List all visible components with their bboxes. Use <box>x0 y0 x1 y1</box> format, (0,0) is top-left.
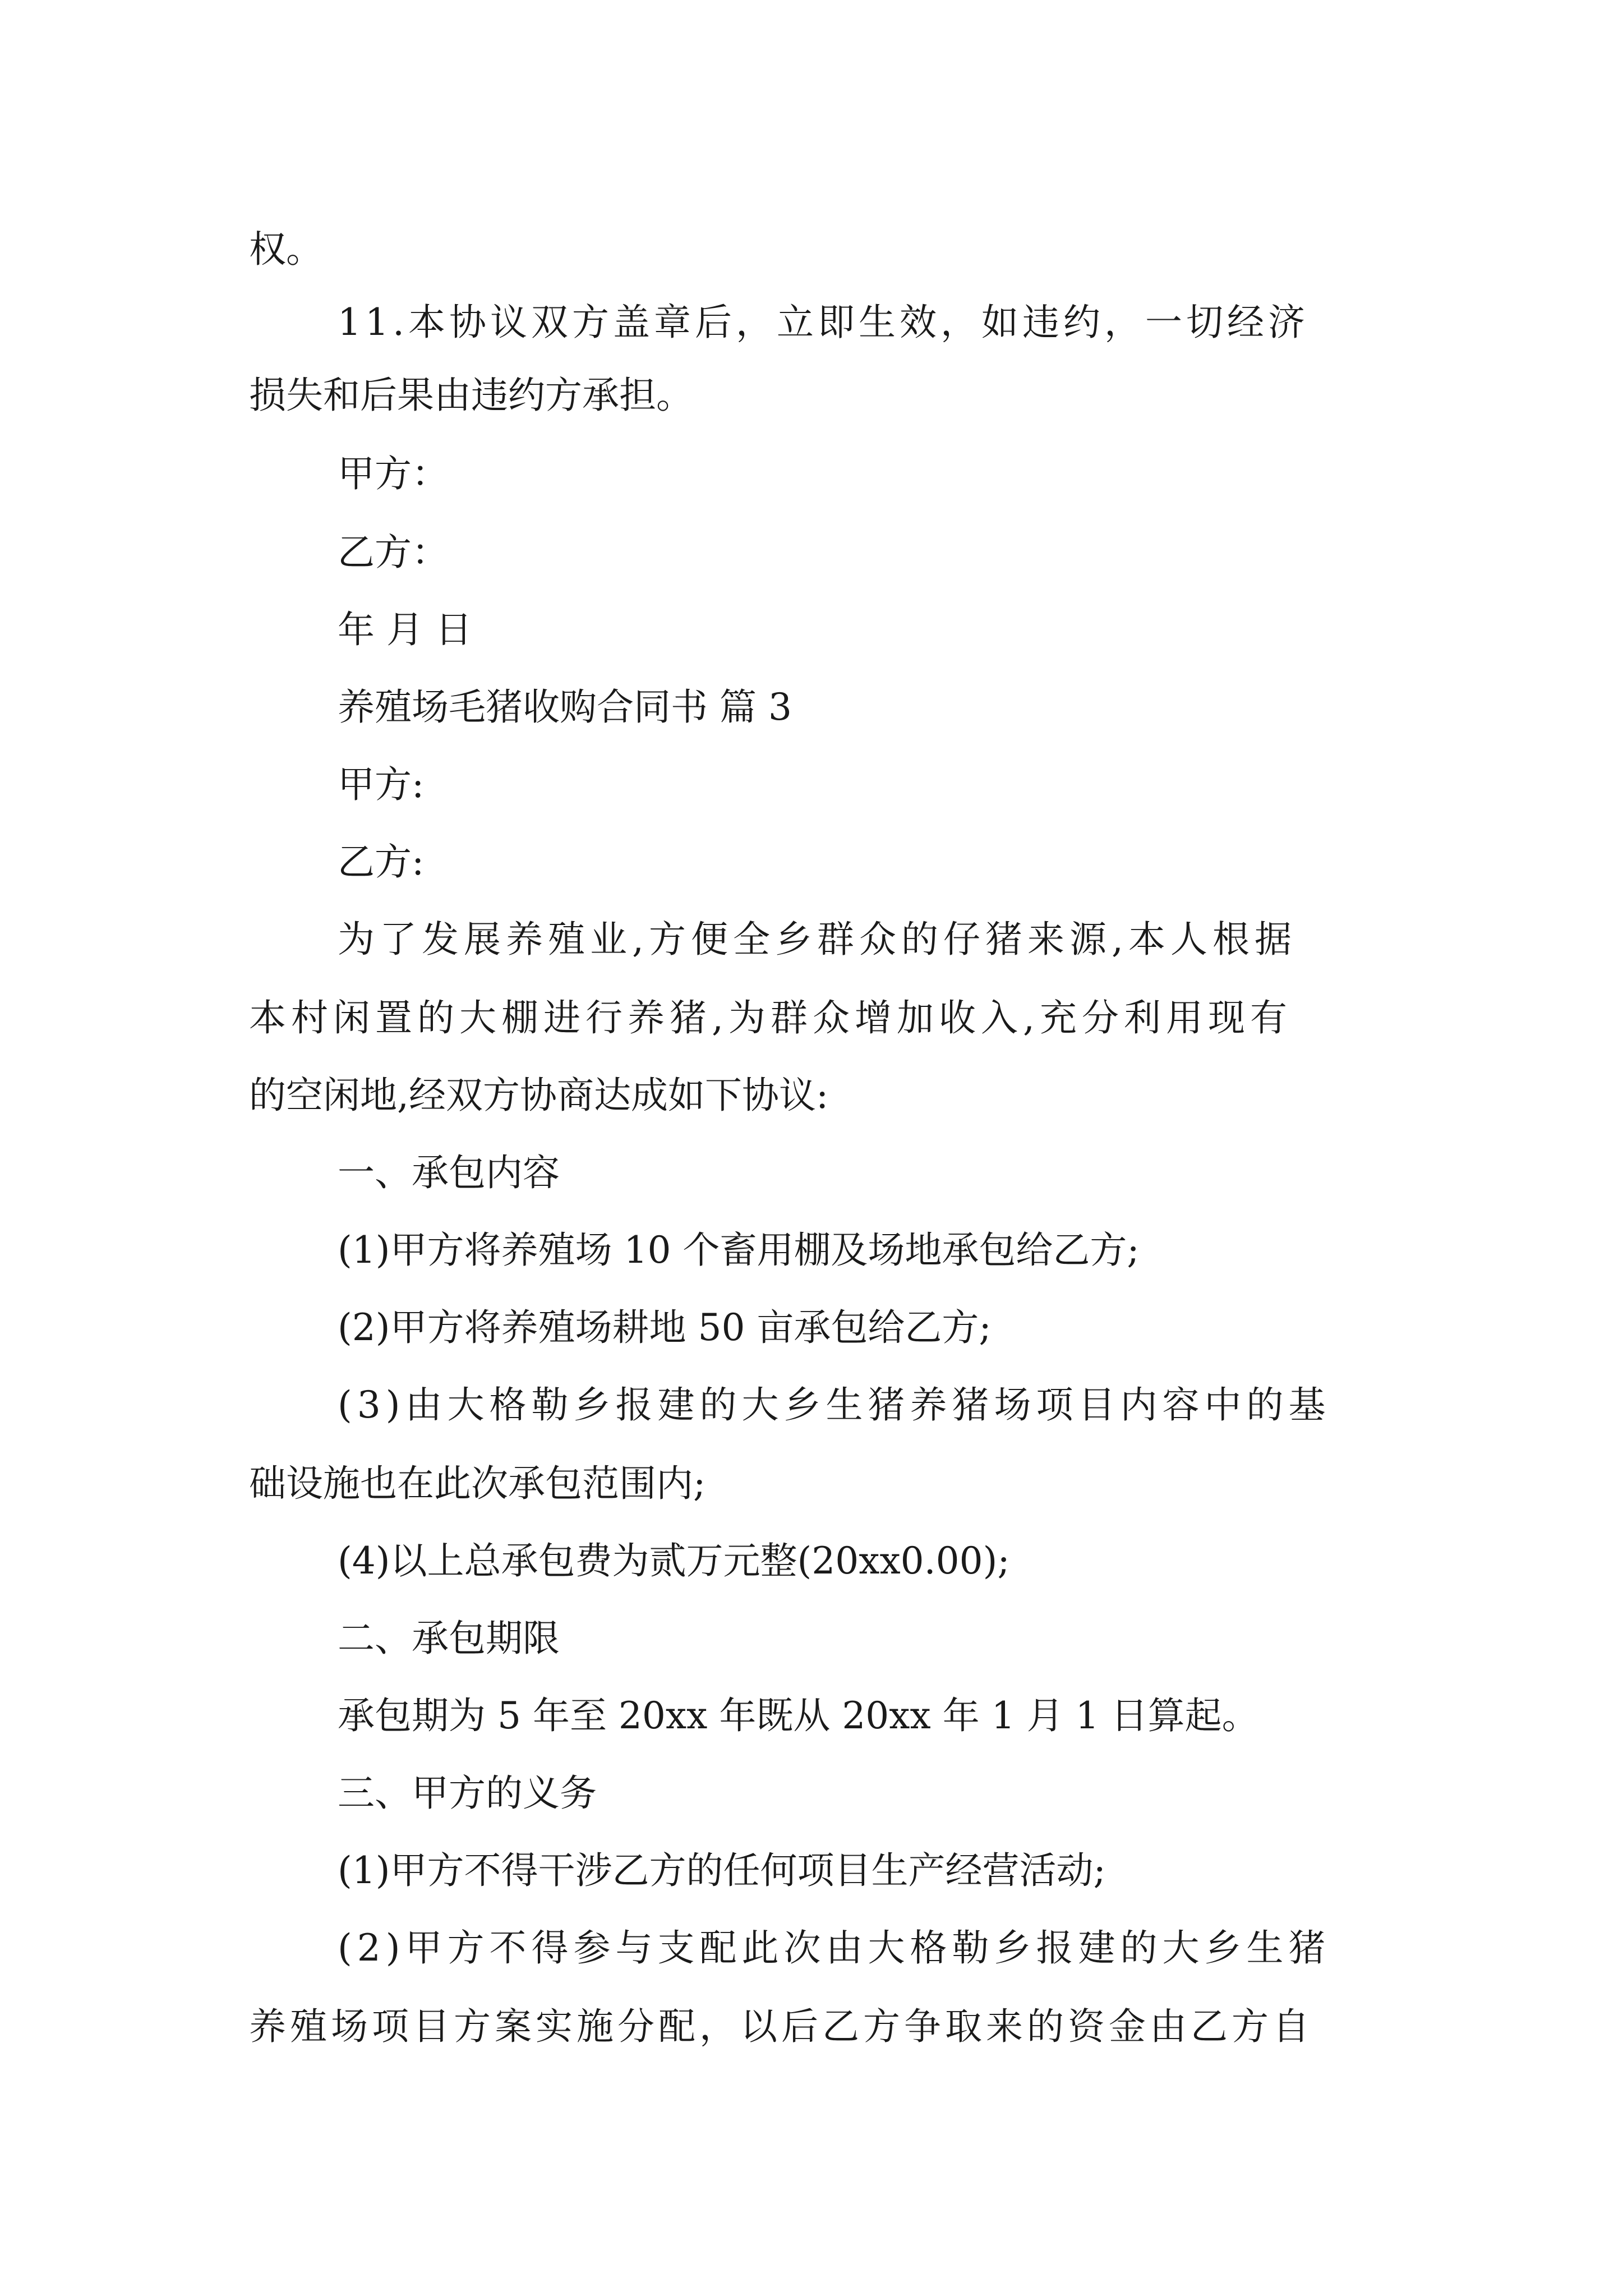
paragraph-line: 为了发展养殖业,方便全乡群众的仔猪来源,本人根据 <box>338 918 1297 961</box>
paragraph-line: 本村闲置的大棚进行养猪,为群众增加收入,充分利用现有 <box>249 996 1292 1039</box>
date-line: 年 月 日 <box>338 608 472 651</box>
clause-item: (2)甲方不得参与支配此次由大格勒乡报建的大乡生猪 <box>338 1926 1331 1970</box>
paragraph-line: 的空闲地,经双方协商达成如下协议: <box>249 1074 829 1117</box>
clause-item: (4)以上总承包费为贰万元整(20xx0.00); <box>338 1539 1010 1582</box>
paragraph-line: 承包期为 5 年至 20xx 年既从 20xx 年 1 月 1 日算起。 <box>338 1694 1259 1737</box>
clause-item: (2)甲方将养殖场耕地 50 亩承包给乙方; <box>338 1306 992 1349</box>
paragraph-line: 损失和后果由违约方承担。 <box>249 374 693 417</box>
party-a-label: 甲方: <box>338 763 425 806</box>
clause-item: (1)甲方将养殖场 10 个畜用棚及场地承包给乙方; <box>338 1228 1140 1272</box>
paragraph-line: 11.本协议双方盖章后，立即生效，如违约，一切经济 <box>338 301 1309 344</box>
signature-party-a-label: 甲方： <box>338 452 449 495</box>
clause-item: (3)由大格勒乡报建的大乡生猪养猪场项目内容中的基 <box>338 1383 1331 1427</box>
paragraph-line: 权。 <box>249 228 323 271</box>
clause-heading: 三、甲方的义务 <box>338 1772 597 1815</box>
clause-heading: 一、承包内容 <box>338 1151 560 1194</box>
clause-heading: 二、承包期限 <box>338 1617 560 1660</box>
party-b-label: 乙方: <box>338 840 425 884</box>
clause-item-continued: 养殖场项目方案实施分配，以后乙方争取来的资金由乙方自 <box>249 2005 1313 2048</box>
clause-item-continued: 础设施也在此次承包范围内; <box>249 1462 706 1505</box>
section-title: 养殖场毛猪收购合同书 篇 3 <box>338 685 792 729</box>
clause-item: (1)甲方不得干涉乙方的任何项目生产经营活动; <box>338 1849 1106 1892</box>
signature-party-b-label: 乙方： <box>338 531 449 574</box>
